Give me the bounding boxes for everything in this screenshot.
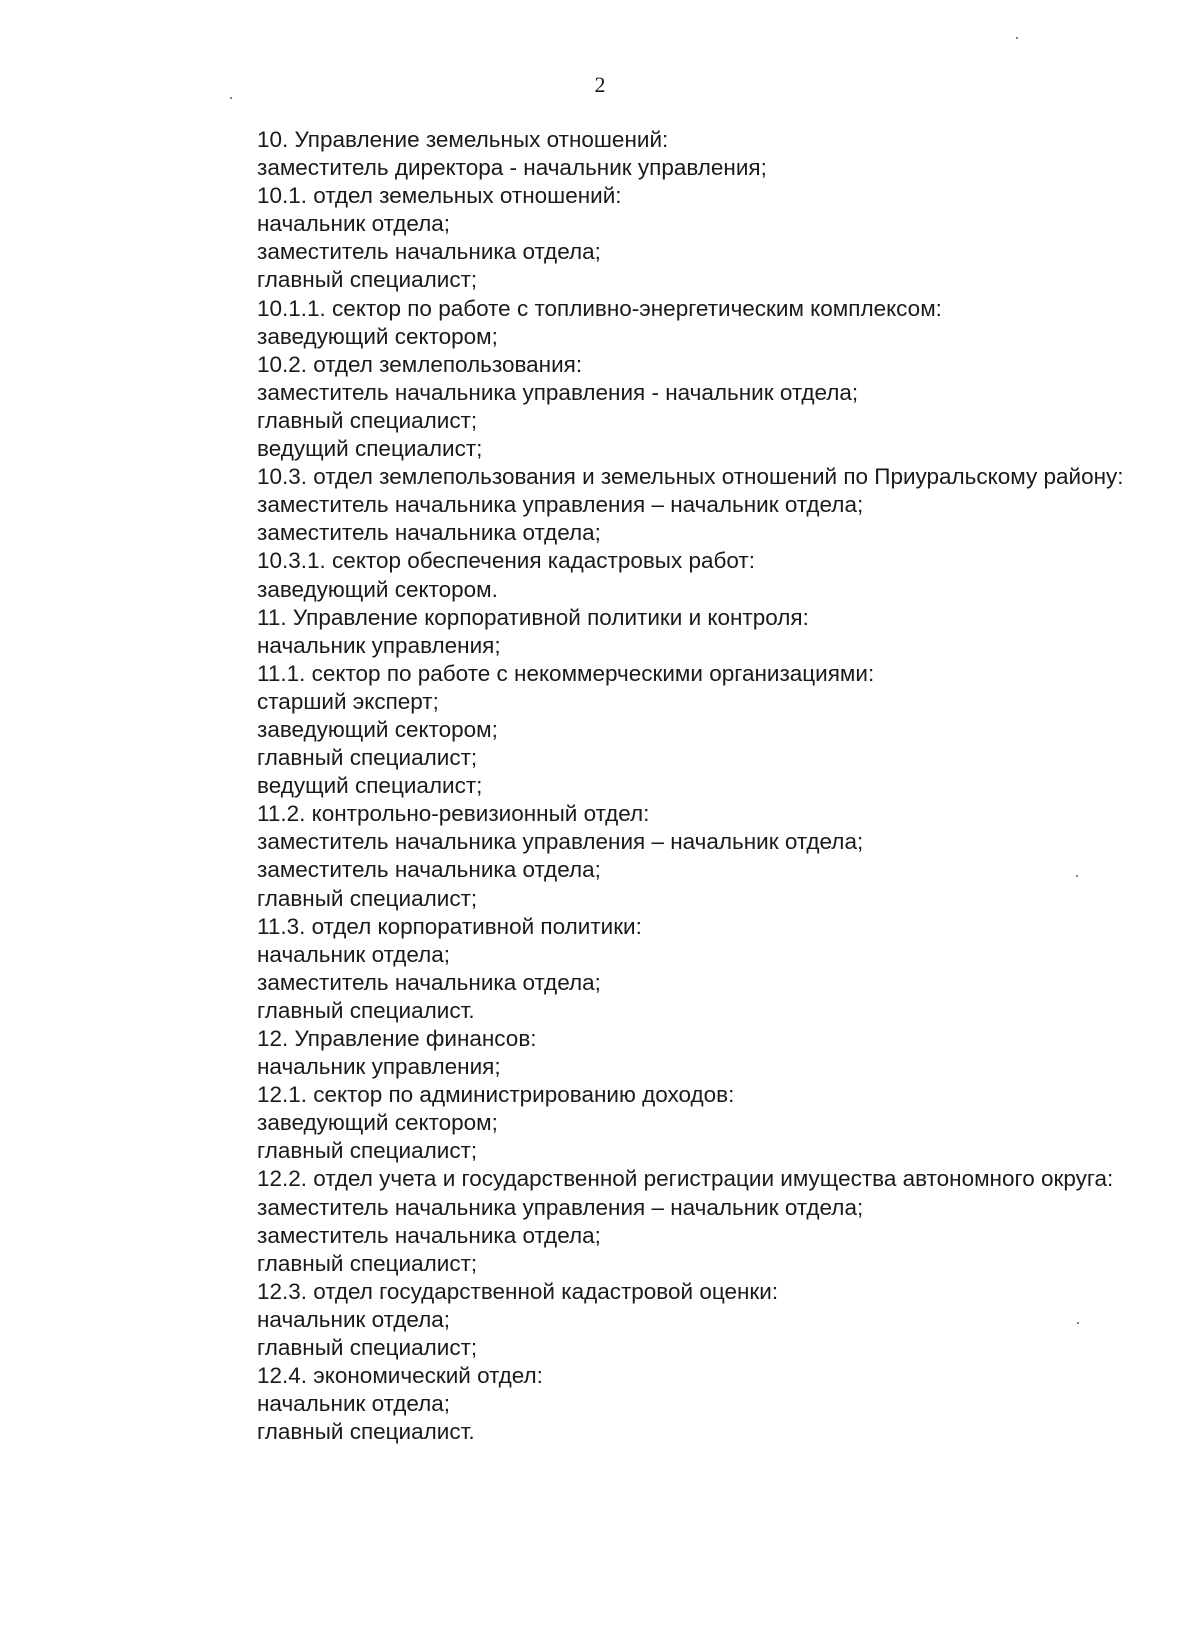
scan-speck bbox=[1076, 875, 1078, 877]
position-line: главный специалист; bbox=[257, 1138, 478, 1164]
position-line: главный специалист; bbox=[257, 1335, 478, 1361]
position-line: старший эксперт; bbox=[257, 688, 439, 714]
scan-speck bbox=[230, 97, 232, 99]
position-line: главный специалист; bbox=[257, 745, 478, 771]
position-line: начальник управления; bbox=[257, 1054, 501, 1080]
position-line: главный специалист. bbox=[257, 997, 475, 1023]
position-line: главный специалист; bbox=[257, 267, 478, 293]
position-line: заведующий сектором. bbox=[257, 576, 498, 602]
position-line: начальник отдела; bbox=[257, 1306, 450, 1332]
position-line: главный специалист; bbox=[257, 885, 478, 911]
subsection-heading: 12.4. экономический отдел: bbox=[257, 1363, 543, 1389]
section-heading: 11. Управление корпоративной политики и контроля: bbox=[257, 604, 809, 630]
scan-speck bbox=[1016, 37, 1018, 39]
position-line: заместитель начальника отдела; bbox=[257, 520, 601, 546]
position-line: главный специалист; bbox=[257, 1250, 478, 1276]
subsection-heading: 10.1. отдел земельных отношений: bbox=[257, 183, 622, 209]
subsection-heading: 10.1.1. сектор по работе с топливно-энергетическим комплексом: bbox=[257, 295, 942, 321]
page-number: 2 bbox=[594, 72, 606, 97]
position-line: начальник управления; bbox=[257, 632, 501, 658]
position-line: начальник отдела; bbox=[257, 211, 450, 237]
subsection-heading: 10.2. отдел землепользования: bbox=[257, 351, 583, 377]
position-line: ведущий специалист; bbox=[257, 436, 483, 462]
section-heading: 10. Управление земельных отношений: bbox=[257, 127, 669, 152]
position-line: заместитель начальника отдела; bbox=[257, 239, 601, 265]
subsection-heading: 11.1. сектор по работе с некоммерческими организациями: bbox=[257, 660, 875, 686]
position-line: заместитель начальника управления – начальник отдела; bbox=[257, 492, 864, 518]
position-line: заместитель начальника управления - начальник отдела; bbox=[257, 379, 859, 405]
position-line: ведущий специалист; bbox=[257, 773, 483, 799]
document-body bbox=[187, 126, 1135, 1446]
subsection-heading: 12.1. сектор по администрированию доходов: bbox=[257, 1082, 735, 1108]
subsection-heading: 10.3.1. сектор обеспечения кадастровых работ: bbox=[257, 548, 755, 574]
position-line: заместитель начальника отдела; bbox=[257, 969, 601, 995]
scan-speck bbox=[1077, 1322, 1079, 1324]
position-line: главный специалист; bbox=[257, 407, 478, 433]
section-heading: 12. Управление финансов: bbox=[257, 1026, 537, 1051]
subsection-heading-wrapped: 12.2. отдел учета и государственной регистрации имущества автономного округа: bbox=[257, 1166, 1114, 1192]
position-line: заместитель начальника отдела; bbox=[257, 857, 601, 883]
position-line: заместитель начальника отдела; bbox=[257, 1222, 601, 1248]
subsection-heading: 11.3. отдел корпоративной политики: bbox=[257, 913, 642, 939]
position-line: заместитель начальника управления – начальник отдела; bbox=[257, 829, 864, 855]
position-line: заместитель директора - начальник управления; bbox=[257, 155, 767, 181]
position-line: начальник отдела; bbox=[257, 1391, 450, 1417]
subsection-heading: 11.2. контрольно-ревизионный отдел: bbox=[257, 801, 650, 827]
position-line: заместитель начальника управления – начальник отдела; bbox=[257, 1194, 864, 1220]
position-line: заведующий сектором; bbox=[257, 1110, 498, 1136]
position-line: заведующий сектором; bbox=[257, 323, 498, 349]
position-line: заведующий сектором; bbox=[257, 716, 498, 742]
position-line: главный специалист. bbox=[257, 1419, 475, 1445]
position-line: начальник отдела; bbox=[257, 941, 450, 967]
subsection-heading-wrapped: 10.3. отдел землепользования и земельных отношений по Приуральскому району: bbox=[257, 464, 1124, 490]
subsection-heading: 12.3. отдел государственной кадастровой оценки: bbox=[257, 1278, 779, 1304]
